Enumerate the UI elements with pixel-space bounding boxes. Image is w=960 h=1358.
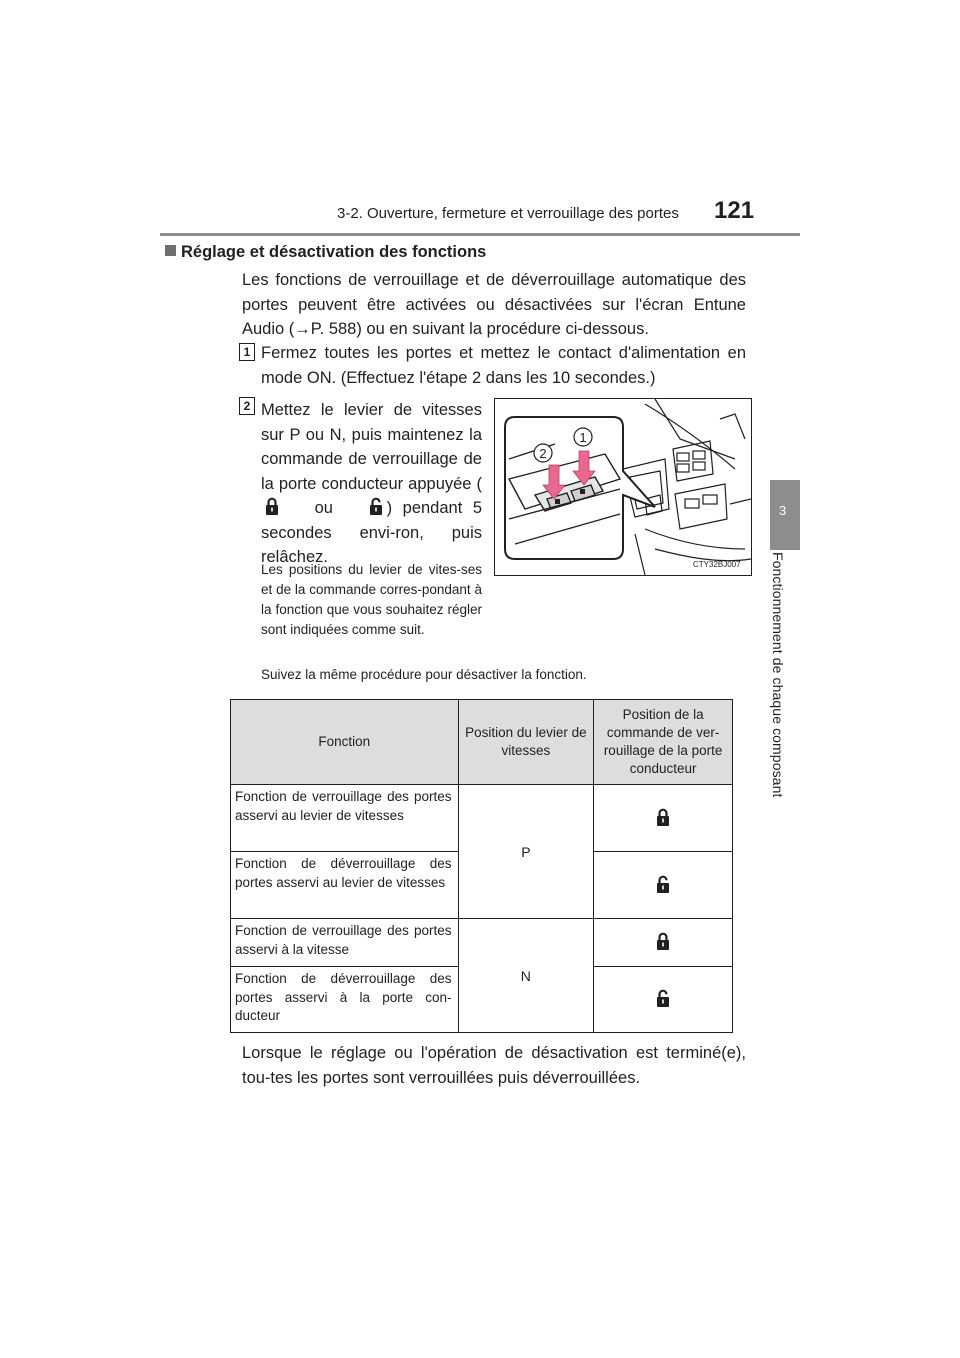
header-switch-position: Position de la commande de ver-rouillage de la porte conducteur xyxy=(594,700,733,785)
step-2-badge: 2 xyxy=(239,397,255,415)
note-tail-text: Suivez la même procédure pour désactiver la fonction. xyxy=(261,667,587,682)
header-function: Fonction xyxy=(231,700,459,785)
unlock-icon xyxy=(369,497,383,515)
section-title xyxy=(165,243,486,262)
section-title-text: Réglage et désactivation des fonctions xyxy=(181,243,487,261)
callout-1: 1 xyxy=(579,430,587,445)
square-bullet-icon xyxy=(165,245,176,256)
function-settings-table xyxy=(230,699,733,1033)
row-switch xyxy=(594,967,733,1033)
illustration-drawing xyxy=(495,399,751,575)
header-lever-position: Position du levier de vitesses xyxy=(458,700,594,785)
lock-icon xyxy=(656,932,670,950)
page-number: 121 xyxy=(714,197,755,224)
running-header: 3-2. Ouverture, fermeture et verrouillage des portes xyxy=(337,205,679,222)
intro-paragraph: Les fonctions de verrouillage et de déverrouillage automatique des portes peuvent être activées ou désactivées sur l'écran Entune Audio (→P. 588) ou en suivant la procédure ci-dessous. xyxy=(242,271,746,338)
step-2-text-or: ou xyxy=(314,499,333,517)
step-2-text-b: ) pendant 5 secondes envi-ron, puis relâchez. xyxy=(261,499,482,566)
unlock-icon xyxy=(656,875,670,893)
note-text: Les positions du levier de vites-ses et de la commande corres-pondant à la fonction que vous souhaitez régler sont indiquées comme suit. xyxy=(261,562,482,637)
closing-paragraph: Lorsque le réglage ou l'opération de désactivation est terminé(e), tou-tes les portes sont verrouillées puis déverrouillées. xyxy=(242,1044,746,1087)
door-lock-switch-illustration xyxy=(494,398,752,576)
table-header-row xyxy=(231,700,733,785)
step-1-badge: 1 xyxy=(239,343,255,361)
lock-icon xyxy=(656,808,670,826)
row-switch xyxy=(594,919,733,967)
step-2-text xyxy=(261,398,482,570)
step-2-text-a: Mettez le levier de vitesses sur P ou N, puis maintenez la commande de verrouillage de la porte conducteur appuyée ( xyxy=(261,401,482,493)
row-function: Fonction de déverrouillage des portes asservi au levier de vitesses xyxy=(231,852,459,919)
row-function: Fonction de verrouillage des portes asservi à la vitesse xyxy=(231,919,459,967)
chapter-label: Fonctionnement de chaque composant xyxy=(770,552,786,798)
chapter-number: 3 xyxy=(779,503,787,518)
row-switch xyxy=(594,785,733,852)
row-lever: P xyxy=(458,785,594,919)
row-lever: N xyxy=(458,919,594,1033)
row-switch xyxy=(594,852,733,919)
table-row xyxy=(231,919,733,967)
lock-icon xyxy=(265,497,279,515)
table-row xyxy=(231,785,733,852)
step-1-text: Fermez toutes les portes et mettez le contact d'alimentation en mode ON. (Effectuez l'étape 2 dans les 10 secondes.) xyxy=(261,344,746,387)
callout-2: 2 xyxy=(539,446,547,461)
header-rule xyxy=(160,233,800,236)
row-function: Fonction de déverrouillage des portes asservi à la porte con-ducteur xyxy=(231,967,459,1033)
unlock-icon xyxy=(656,989,670,1007)
figure-code: CTY32BJ007 xyxy=(693,560,741,569)
row-function: Fonction de verrouillage des portes asservi au levier de vitesses xyxy=(231,785,459,852)
